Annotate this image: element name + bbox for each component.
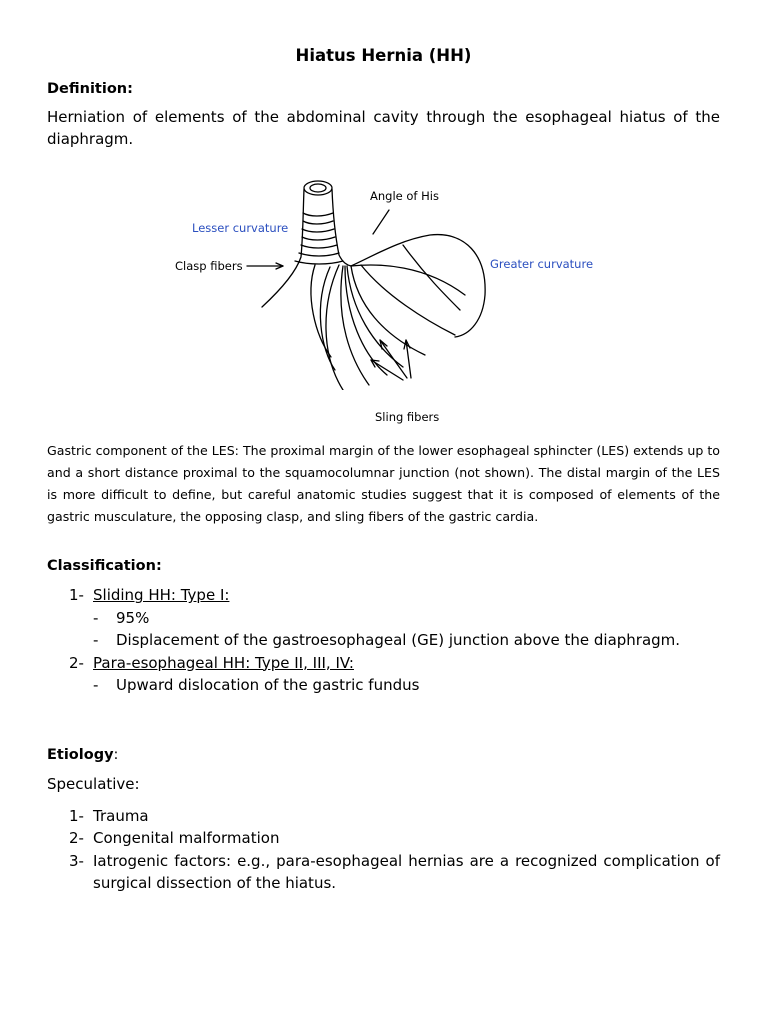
- classification-type-label: Sliding HH: Type I:: [93, 586, 230, 604]
- list-number: 1-: [69, 586, 84, 604]
- sub-item-text: Displacement of the gastroesophageal (GE) junction above the diaphragm.: [116, 631, 681, 649]
- list-number: 2-: [69, 653, 84, 672]
- sub-item-text: Upward dislocation of the gastric fundus: [116, 676, 420, 694]
- label-sling-fibers: Sling fibers: [375, 410, 440, 424]
- etiology-intro: Speculative:: [47, 774, 140, 793]
- figure-caption: Gastric component of the LES: The proximal margin of the lower esophageal sphincter (LES) extends up to and a short distance proximal to the squamocolumnar junction (not shown). The distal margin of the LES is more difficult to define, but careful anatomic studies suggest that it is composed of elements of the gastric musculature, the opposing clasp, and sling fibers of the gastric cardia.: [47, 443, 720, 524]
- list-number: 2-: [69, 829, 84, 847]
- sub-list-item: - 95%: [93, 608, 150, 627]
- list-item: [47, 584, 720, 607]
- list-item: [47, 827, 720, 850]
- label-clasp-fibers: Clasp fibers: [175, 259, 243, 273]
- stomach-diagram: [125, 135, 605, 424]
- sub-list: [47, 674, 720, 697]
- definition-text: Herniation of elements of the abdominal cavity through the esophageal hiatus of the diaphragm.: [47, 108, 720, 148]
- etiology-item-text: Iatrogenic factors: e.g., para-esophageal hernias are a recognized complication of surgical dissection of the hiatus.: [93, 851, 720, 892]
- list-item: [47, 607, 720, 652]
- sub-list: [47, 607, 720, 652]
- sub-list-item: - Displacement of the gastroesophageal (GE) junction above the diaphragm.: [93, 631, 681, 649]
- classification-type-label: Para-esophageal HH: Type II, III, IV:: [93, 653, 354, 672]
- document-body: [47, 440, 720, 895]
- etiology-heading: Etiology:: [47, 746, 119, 763]
- label-angle-of-his: Angle of His: [370, 189, 439, 203]
- sub-item-text: 95%: [116, 608, 150, 627]
- definition-heading: Definition:: [47, 81, 133, 97]
- document-title: Hiatus Hernia (HH): [295, 46, 472, 65]
- etiology-item-text: Congenital malformation: [93, 829, 280, 847]
- list-number: 3-: [69, 851, 84, 870]
- etiology-item-text: Trauma: [93, 806, 149, 825]
- sub-list-item: - Upward dislocation of the gastric fundus: [93, 676, 420, 694]
- label-lesser-curvature: Lesser curvature: [192, 221, 289, 235]
- classification-list: [47, 584, 720, 697]
- list-number: 1-: [69, 806, 84, 825]
- list-item: [47, 850, 720, 895]
- label-greater-curvature: Greater curvature: [490, 257, 594, 271]
- classification-heading: Classification:: [47, 558, 162, 574]
- list-item: [47, 805, 720, 828]
- list-item: [47, 674, 720, 697]
- list-item: [47, 652, 720, 675]
- etiology-list: [47, 805, 720, 895]
